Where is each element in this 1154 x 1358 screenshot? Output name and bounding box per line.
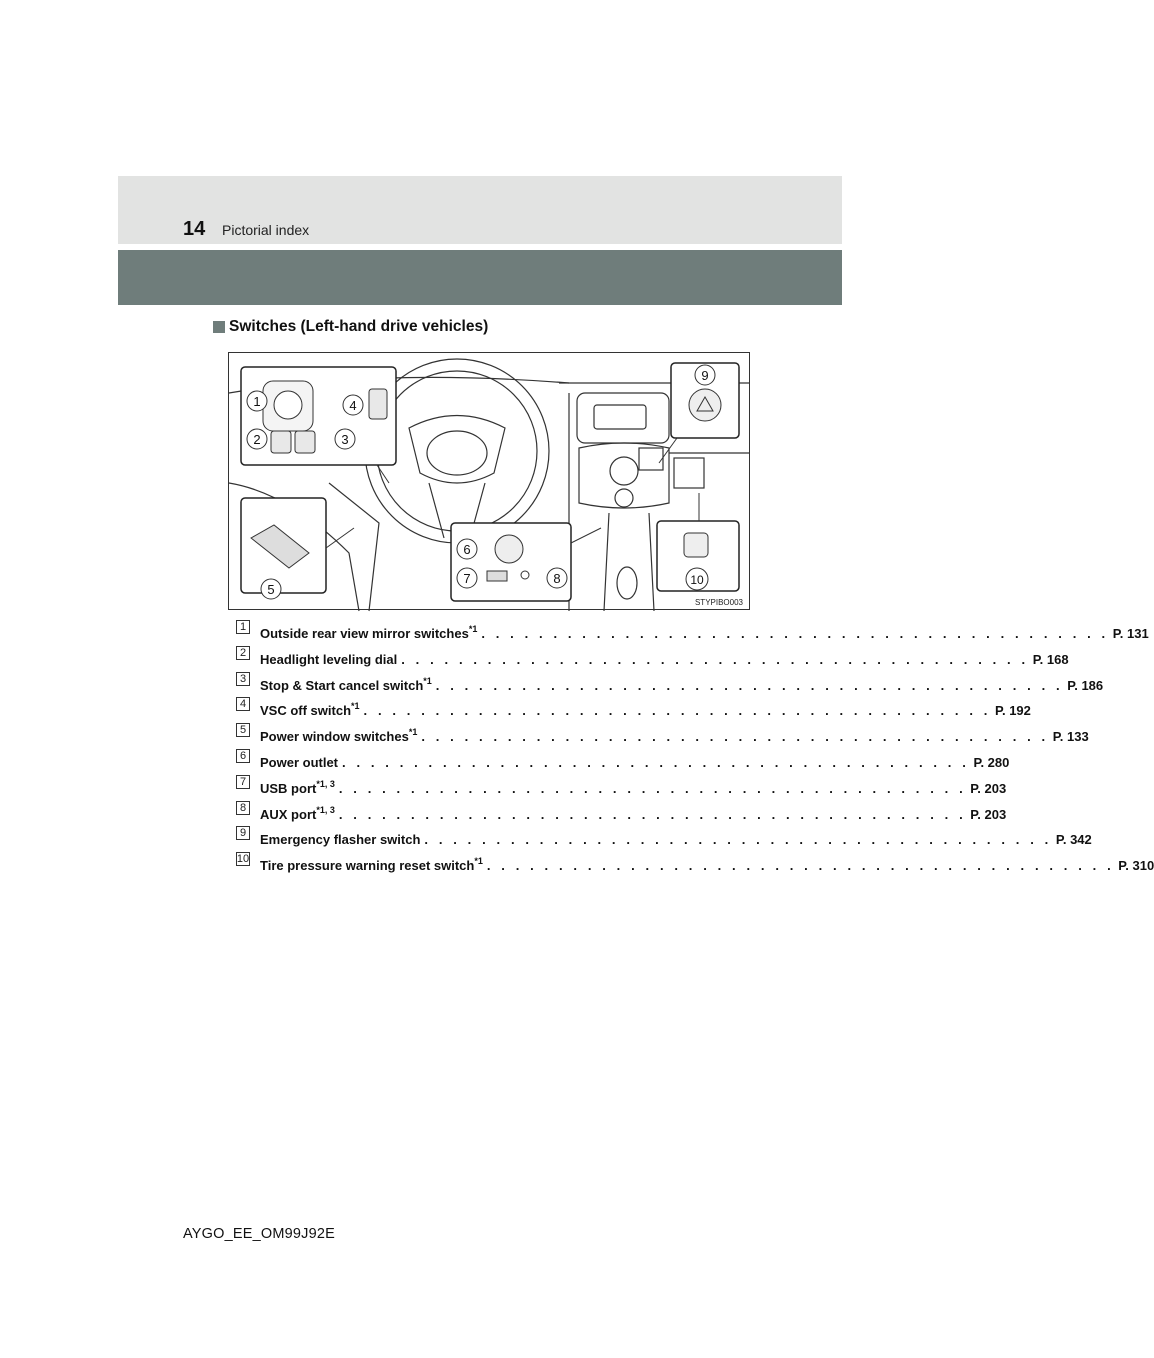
dashboard-illustration [228,352,750,610]
item-label-text: USB port [260,780,317,796]
item-list [236,620,1154,878]
item-label [260,675,432,693]
item-line [260,754,1010,770]
dashboard-drawing [229,353,751,611]
callout-7 [457,568,477,588]
item-label-text: Headlight leveling dial [260,651,398,667]
item-label [260,729,417,744]
callout-8 [547,568,567,588]
item-label-text: Stop & Start cancel switch [260,677,424,693]
item-page-link[interactable]: P. 280 [973,754,1010,770]
item-line [260,675,1104,693]
item-line [260,624,1149,641]
item-number-box: 8 [236,801,250,815]
document-code: AYGO_EE_OM99J92E [183,1226,336,1242]
item-label-text: AUX port [260,806,317,822]
item-page-link[interactable]: P. 192 [994,703,1031,719]
item-page-link[interactable]: P. 203 [970,806,1007,822]
callout-label: 10 [690,573,704,587]
item-page-link[interactable]: P. 168 [1032,651,1069,667]
item-footnote-ref: *1, 3 [316,804,335,815]
callout-1 [247,391,267,411]
list-item [236,852,1154,878]
item-line [260,832,1092,848]
callout-label: 1 [253,394,261,409]
item-label-text: Power window switches [260,729,409,745]
callout-label: 9 [701,368,709,383]
item-label [260,858,483,873]
heading-text: Switches (Left-hand drive vehicles) [229,318,489,335]
item-line [260,701,1031,719]
list-item [236,775,1007,801]
callout-label: 7 [463,571,471,586]
item-label-text: Outside rear view mirror switches [260,626,469,641]
item-page-link[interactable]: P. 342 [1055,832,1092,848]
inset-power-window [241,498,354,593]
item-number-box: 3 [236,672,250,686]
item-label [260,652,397,667]
item-page-link[interactable]: P. 186 [1067,677,1104,693]
callout-6 [457,539,477,559]
item-leader-dots: . . . . . . . . . . . . . . . . . . . . . . . . . . . . . . . . . . . . . . . . . . . . [421,729,1049,745]
list-item [236,697,1031,723]
callout-label: 5 [267,582,275,597]
item-footnote-ref: *1 [351,701,360,712]
section-title: Pictorial index [222,222,310,238]
item-leader-dots: . . . . . . . . . . . . . . . . . . . . . . . . . . . . . . . . . . . . . . . . . . . . [435,677,1064,693]
callout-label: 6 [463,542,471,557]
callout-label: 4 [349,398,357,413]
item-label-text: Tire pressure warning reset switch [260,858,475,874]
list-item [236,801,1007,827]
section-heading [213,318,488,336]
callout-label: 2 [253,432,261,447]
item-leader-dots: . . . . . . . . . . . . . . . . . . . . . . . . . . . . . . . . . . . . . . . . . . . . [342,754,970,770]
callout-label: 8 [553,571,561,586]
item-line [260,727,1089,745]
list-item [236,749,1010,775]
item-number-box: 9 [236,826,250,840]
item-page-link[interactable]: P. 310 [1118,858,1154,874]
list-item [236,723,1089,749]
item-leader-dots: . . . . . . . . . . . . . . . . . . . . . . . . . . . . . . . . . . . . . . . . . . . . [338,780,967,796]
title-band [118,250,842,305]
item-label-text: Power outlet [260,754,339,770]
item-label-text: Emergency flasher switch [260,832,421,848]
item-footnote-ref: *1 [468,624,478,634]
illustration-code: STYPIBO003 [694,598,743,607]
item-label-text: VSC off switch [260,703,352,719]
item-leader-dots: . . . . . . . . . . . . . . . . . . . . . . . . . . . . . . . . . . . . . . . . . . . . [486,858,1115,874]
callout-4 [343,395,363,415]
item-line [260,651,1069,667]
item-page-link[interactable]: P. 203 [970,780,1007,796]
item-footnote-ref: *1 [474,856,483,867]
item-leader-dots: . . . . . . . . . . . . . . . . . . . . . . . . . . . . . . . . . . . . . . . . . . . . [401,651,1029,667]
callout-5 [261,579,281,599]
item-line [260,778,1007,796]
item-footnote-ref: *1 [408,727,418,738]
item-label [260,626,477,641]
item-leader-dots: . . . . . . . . . . . . . . . . . . . . . . . . . . . . . . . . . . . . . . . . . . . . [338,806,967,822]
callout-3 [335,429,355,449]
inset-mirror-switches [241,367,396,483]
item-leader-dots: . . . . . . . . . . . . . . . . . . . . . . . . . . . . . . . . . . . . . . . . . . . . [481,626,1109,641]
heading-square-icon [213,321,225,333]
item-number-box: 7 [236,775,250,789]
item-number-box: 2 [236,646,250,660]
item-leader-dots: . . . . . . . . . . . . . . . . . . . . . . . . . . . . . . . . . . . . . . . . . . . . [424,832,1052,848]
page-number: 14 [183,218,206,240]
list-item [236,646,1069,672]
item-page-link[interactable]: P. 131 [1112,626,1149,641]
item-line [260,804,1007,822]
item-line [260,856,1154,874]
callout-label: 3 [341,432,349,447]
item-label [260,832,420,847]
item-number-box: 5 [236,723,250,737]
callout-10 [686,568,708,590]
item-number-box: 10 [236,853,250,866]
item-footnote-ref: *1 [423,675,432,686]
item-leader-dots: . . . . . . . . . . . . . . . . . . . . . . . . . . . . . . . . . . . . . . . . . . . . [363,703,991,719]
list-item [236,672,1104,698]
item-label [260,804,335,822]
callout-2 [247,429,267,449]
callout-9 [695,365,715,385]
item-page-link[interactable]: P. 133 [1052,729,1089,745]
item-number-box: 6 [236,749,250,763]
item-label [260,755,338,770]
list-item [236,620,1149,646]
list-item [236,826,1092,852]
item-footnote-ref: *1, 3 [316,778,335,789]
item-label [260,703,360,718]
item-number-box: 4 [236,697,250,711]
item-number-box: 1 [236,620,250,634]
inset-power-outlet [451,523,601,601]
item-label [260,778,335,796]
